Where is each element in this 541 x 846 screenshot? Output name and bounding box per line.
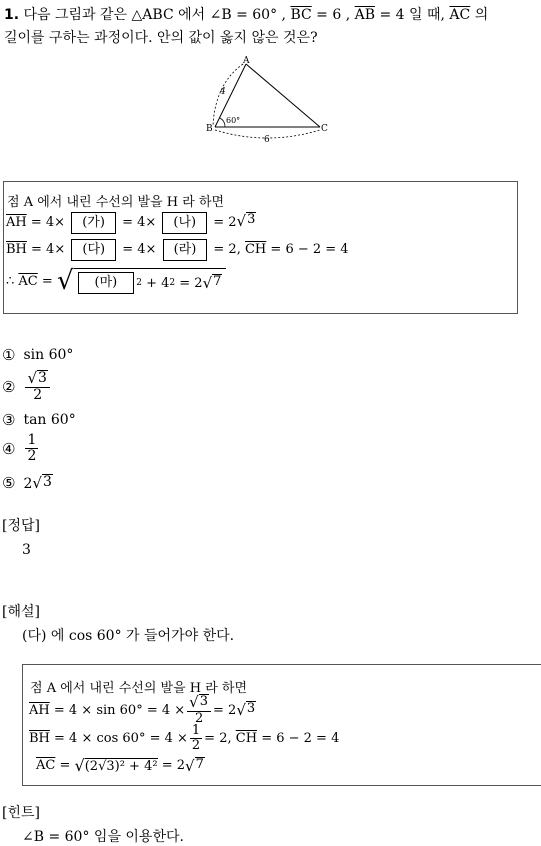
choice-4[interactable] [2,433,40,465]
eq-text: = 2 [179,275,203,291]
choice-1[interactable] [2,346,73,364]
vertex-b-label: B [206,124,213,134]
question-text-c: = 4 일 때, [379,7,445,23]
fraction: √ 3 2 [25,370,49,404]
choice-2[interactable] [2,370,52,404]
choice-number: ⑤ [2,474,16,492]
choice-3[interactable] [2,411,76,429]
blank-box-ra: (라) [163,239,208,261]
angle-b-label: 60° [226,116,241,125]
segment-bh: $\overline{BH}$ [6,242,27,257]
blank-box-da: (다) [71,239,116,261]
sqrt-7: √ 7 [202,274,222,292]
hint-text: ∠B = 60° 임을 이용한다. [22,829,184,845]
sqrt-body [74,268,227,294]
process-line-ac [6,268,226,294]
sqrt-3: √ 3 [236,212,256,230]
question-text-b: = 6 , [316,7,351,23]
choice-number: ① [2,346,16,364]
choice-5[interactable]: ⑤ 2 √ 3 [2,474,52,492]
eq-text: = 4× [31,242,66,257]
sqrt-radical-icon: √ [56,266,74,296]
side-ac-line [246,64,320,127]
eq-text: = 2, [213,242,241,257]
eq-text: = 4× [122,215,157,230]
fraction: $\frac{1}{2}$ [27,432,37,465]
question-text-a: 다음 그림과 같은 △ABC 에서 ∠B = 60° , [23,7,286,23]
side-ab-label: 4 [220,87,226,97]
blank-box-ga: (가) [71,212,116,234]
eq-text: = 2 [213,215,237,230]
question-line-1 [4,4,488,24]
process-line-bh [6,239,349,261]
process-line-ah [6,212,256,234]
eq-text: = 6 − 2 = 4 [270,242,349,257]
question-text-d: 의 [474,7,489,23]
triangle-figure [195,54,340,150]
answer-label: [정답] [2,518,40,534]
answer-value: 3 [22,542,31,558]
segment-bc: $\overline{BC}$ [290,7,312,23]
blank-box-na: (나) [162,212,207,234]
choice-number: ④ [2,439,16,458]
process-intro: 점 A 에서 내린 수선의 발을 H 라 하면 [7,195,225,210]
explanation-line: (다) 에 cos 60° 가 들어가야 한다. [22,628,235,644]
question-line-2: 길이를 구하는 과정이다. 안의 값이 옳지 않은 것은? [4,30,318,46]
segment-ab: $\overline{AB}$ [354,7,376,23]
blank-box-ma: (마) [78,272,135,294]
choice-text: tan 60° [23,412,76,428]
angle-b-arc [220,118,225,127]
segment-ac: $\overline{AC}$ [449,7,471,23]
eq-text: = 4× [30,215,66,230]
explanation-bh: $\overline{BH}$ = 4 × cos 60° = 4 × $\frac{1}{2}$ = 2, $\overline{CH}$ = 6 − 2 = 4 [29,723,340,754]
segment-ah: $\overline{AH}$ [6,215,27,230]
side-bc-label: 6 [264,135,270,145]
question-number: 1. [4,7,20,23]
explanation-ah: $\overline{AH}$ = 4 × sin 60° = 4 × √ 3 2 = 2 √ 3 [29,693,256,727]
choice-number: ② [2,377,16,396]
eq-text: = 4× [122,242,157,257]
eq-text: + 4 [146,275,170,291]
therefore-symbol: ∴ [6,273,15,289]
hint-label: [힌트] [2,805,40,821]
explanation-label: [해설] [2,604,40,620]
eq-text: = [41,273,53,289]
segment-ac: $\overline{AC}$ [18,273,38,289]
vertex-c-label: C [321,124,328,134]
explanation-ac: $\overline{AC}$ = √ (2√3)² + 4² = 2 √ 7 [36,756,204,775]
vertex-a-label: A [243,56,250,66]
exponent: 2 [169,278,176,288]
choice-number: ③ [2,411,16,429]
choice-text: sin 60° [23,347,74,363]
explanation-intro: 점 A 에서 내린 수선의 발을 H 라 하면 [30,681,248,696]
segment-ch: $\overline{CH}$ [244,242,267,257]
exponent: 2 [136,278,142,288]
